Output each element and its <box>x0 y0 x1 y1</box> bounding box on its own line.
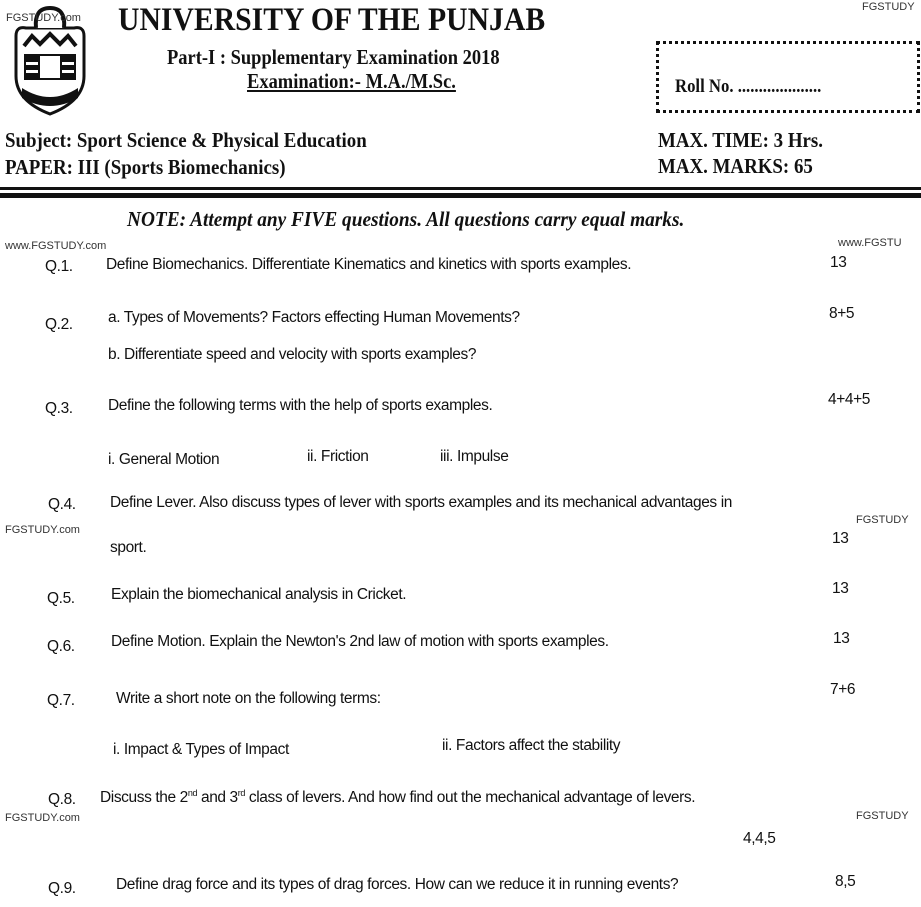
question-text: Write a short note on the following terms: <box>116 690 381 707</box>
question-text: Define drag force and its types of drag forces. How can we reduce it in running events? <box>116 876 679 893</box>
watermark: FGSTUDY <box>862 1 915 13</box>
question-text: a. Types of Movements? Factors effecting Human Movements? <box>108 309 520 326</box>
watermark: FGSTUDY <box>856 514 909 526</box>
question-marks: 7+6 <box>830 681 856 698</box>
question-text: Define Motion. Explain the Newton's 2nd law of motion with sports examples. <box>111 633 609 650</box>
question-marks: 13 <box>830 254 847 271</box>
question-subpart: b. Differentiate speed and velocity with sports examples? <box>108 346 477 363</box>
question-marks: 4+4+5 <box>828 391 870 408</box>
question-text: Explain the biomechanical analysis in Cricket. <box>111 586 407 603</box>
instructions-note: NOTE: Attempt any FIVE questions. All questions carry equal marks. <box>127 207 685 231</box>
question-label: Q.2. <box>45 316 73 333</box>
text-part: Discuss the 2 <box>100 789 188 806</box>
question-marks: 13 <box>832 580 849 597</box>
question-label: Q.5. <box>47 590 75 607</box>
term-item: i. Impact & Types of Impact <box>113 741 289 758</box>
max-marks: MAX. MARKS: 65 <box>658 154 813 178</box>
question-marks: 4,4,5 <box>743 830 776 847</box>
subject: Subject: Sport Science & Physical Education <box>5 128 367 152</box>
question-label: Q.8. <box>48 791 76 808</box>
term-item: iii. Impulse <box>440 448 509 465</box>
divider <box>0 187 921 190</box>
roll-number-field: Roll No. .................... <box>675 76 822 97</box>
examination-type: Examination:- M.A./M.Sc. <box>247 69 456 93</box>
question-text: Define Biomechanics. Differentiate Kinematics and kinetics with sports examples. <box>106 256 632 273</box>
question-text: Define Lever. Also discuss types of lever with sports examples and its mechanical advantages in <box>110 494 732 511</box>
watermark: FGSTUDY.com <box>5 812 80 824</box>
question-label: Q.1. <box>45 258 73 275</box>
question-marks: 13 <box>833 630 850 647</box>
question-marks: 8+5 <box>829 305 855 322</box>
max-time: MAX. TIME: 3 Hrs. <box>658 128 824 152</box>
paper: PAPER: III (Sports Biomechanics) <box>5 155 286 179</box>
question-label: Q.7. <box>47 692 75 709</box>
text-part: and 3 <box>197 789 238 806</box>
term-item: ii. Friction <box>307 448 369 465</box>
term-item: i. General Motion <box>108 451 220 468</box>
watermark: FGSTUDY.com <box>5 524 80 536</box>
watermark: www.FGSTUDY.com <box>5 240 107 252</box>
question-label: Q.6. <box>47 638 75 655</box>
question-marks: 13 <box>832 530 849 547</box>
question-label: Q.9. <box>48 880 76 897</box>
text-part: class of levers. And how find out the mechanical advantage of levers. <box>244 789 696 806</box>
question-label: Q.3. <box>45 400 73 417</box>
watermark: FGSTUDY.com <box>6 12 81 24</box>
exam-part: Part-I : Supplementary Examination 2018 <box>167 45 500 69</box>
divider <box>0 193 921 198</box>
ordinal-suffix: nd <box>187 787 198 798</box>
question-marks: 8,5 <box>835 873 856 890</box>
university-title: UNIVERSITY OF THE PUNJAB <box>118 2 546 38</box>
question-text: Define the following terms with the help of sports examples. <box>108 397 493 414</box>
watermark: www.FGSTU <box>838 237 902 249</box>
question-text <box>100 789 695 807</box>
question-label: Q.4. <box>48 496 76 513</box>
question-text-continued: sport. <box>110 539 147 556</box>
term-item: ii. Factors affect the stability <box>442 737 621 754</box>
ordinal-suffix: rd <box>237 787 245 798</box>
watermark: FGSTUDY <box>856 810 909 822</box>
